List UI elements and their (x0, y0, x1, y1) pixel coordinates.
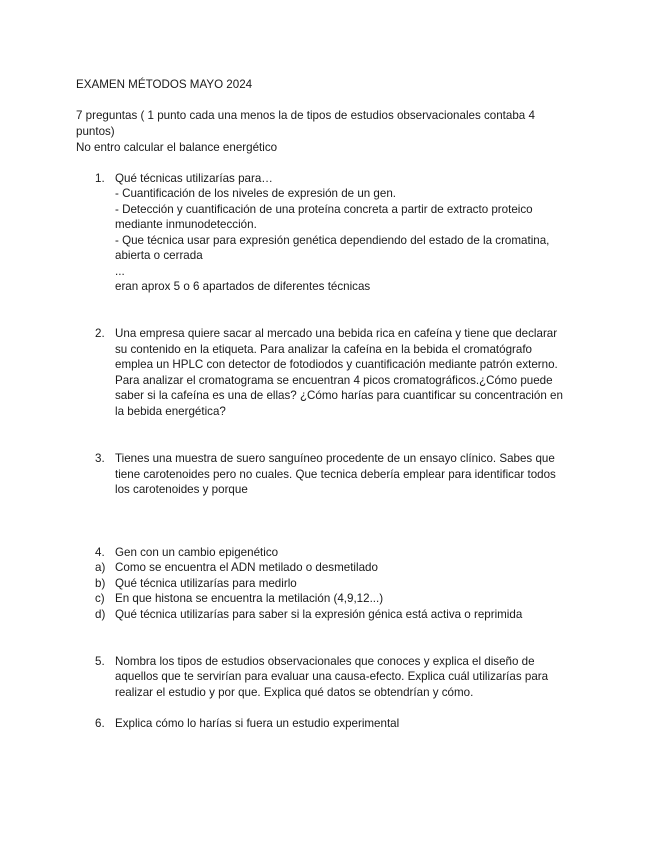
subitem-letter: b) (95, 577, 106, 590)
subitem-text: Qué técnica utilizarías para saber si la expresión génica está activa o reprimida (115, 608, 523, 621)
question-2-line: emplea un HPLC con detector de fotodiodos y cuantificación mediante patrón externo. (115, 358, 558, 371)
question-2-line: su contenido en la etiqueta. Para analizar la cafeína en la bebida el cromatógrafo (115, 343, 533, 356)
subitem-text: Qué técnica utilizarías para medirlo (115, 577, 297, 590)
question-5-line: Nombra los tipos de estudios observacionales que conoces y explica el diseño de (115, 655, 535, 668)
exam-title: EXAMEN MÉTODOS MAYO 2024 (76, 78, 253, 91)
subitem-text: Como se encuentra el ADN metilado o desmetilado (115, 561, 378, 574)
question-1-line: - Detección y cuantificación de una proteína concreta a partir de extracto proteico (115, 203, 533, 216)
question-1-line: mediante inmunodetección. (115, 218, 257, 231)
question-1-line: Qué técnicas utilizarías para… (115, 172, 273, 185)
subitem-letter: a) (95, 561, 106, 574)
question-number: 2. (95, 327, 105, 340)
intro-line: No entro calcular el balance energético (76, 141, 278, 154)
question-number: 3. (95, 452, 105, 465)
question-2-line: la bebida energética? (115, 405, 226, 418)
question-number: 4. (95, 546, 105, 559)
intro-line: puntos) (76, 125, 115, 138)
question-1-line: - Cuantificación de los niveles de expresión de un gen. (115, 187, 397, 200)
question-6-line: Explica cómo lo harías si fuera un estudio experimental (115, 717, 400, 730)
question-5-line: aquellos que te servirían para evaluar una causa-efecto. Explica cuál utilizarías para (115, 670, 549, 683)
question-number: 5. (95, 655, 105, 668)
question-2-line: saber si la cafeína es una de ellas? ¿Cómo harías para cuantificar su concentración en (115, 389, 563, 402)
question-2-line: Para analizar el cromatograma se encuentran 4 picos cromatográficos.¿Cómo puede (115, 374, 553, 387)
subitem-letter: c) (95, 592, 105, 605)
subitem-text: En que histona se encuentra la metilación (4,9,12...) (115, 592, 384, 605)
question-number: 6. (95, 717, 105, 730)
intro-line: 7 preguntas ( 1 punto cada una menos la de tipos de estudios observacionales contaba 4 (76, 109, 535, 122)
question-1-line: abierta o cerrada (115, 249, 203, 262)
subitem-letter: d) (95, 608, 106, 621)
question-1-line: eran aprox 5 o 6 apartados de diferentes técnicas (115, 280, 371, 293)
question-5-line: realizar el estudio y por que. Explica qué datos se obtendrían y cómo. (115, 686, 474, 699)
question-number: 1. (95, 172, 105, 185)
question-2-line: Una empresa quiere sacar al mercado una bebida rica en cafeína y tiene que declarar (115, 327, 558, 340)
question-3-line: los carotenoides y porque (115, 483, 248, 496)
question-3-line: Tienes una muestra de suero sanguíneo procedente de un ensayo clínico. Sabes que (115, 452, 555, 465)
question-4-line: Gen con un cambio epigenético (115, 546, 279, 559)
question-1-line: - Que técnica usar para expresión genética dependiendo del estado de la cromatina, (115, 234, 550, 247)
question-3-line: tiene carotenoides pero no cuales. Que tecnica debería emplear para identificar todos (115, 468, 556, 481)
question-1-line: ... (115, 265, 125, 278)
